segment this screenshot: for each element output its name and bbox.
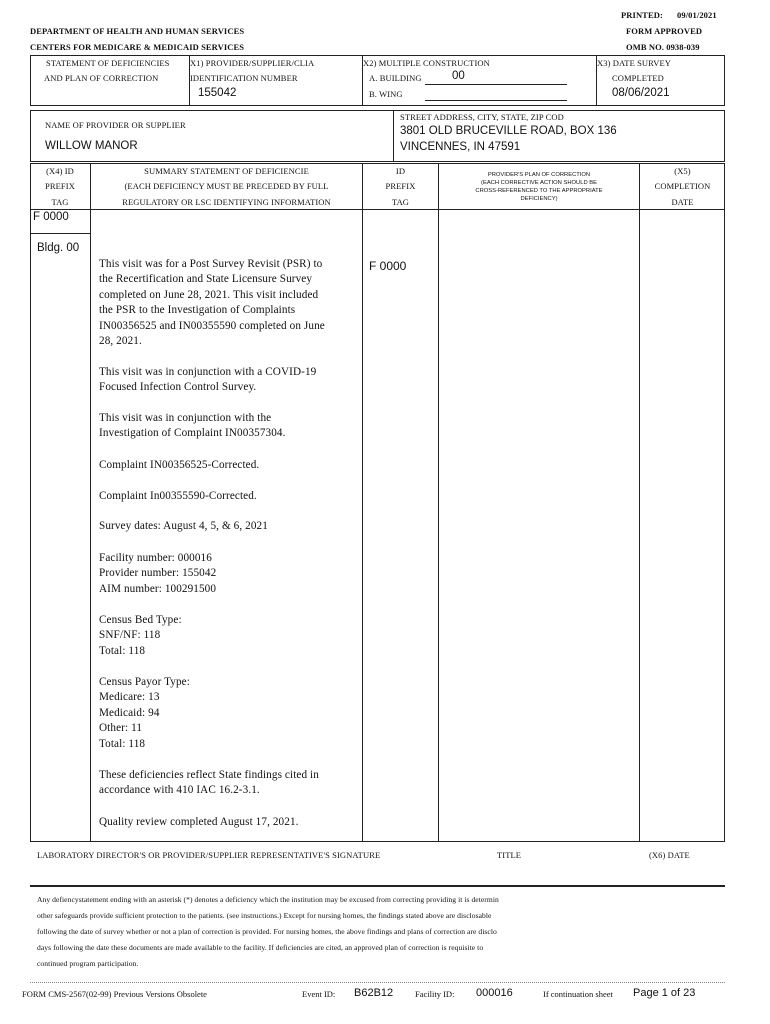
signature-bottom-line: [30, 885, 725, 887]
printed-label: PRINTED:: [621, 10, 663, 20]
continuation-label: If continuation sheet: [543, 989, 613, 999]
department-heading: DEPARTMENT OF HEALTH AND HUMAN SERVICES: [30, 26, 245, 36]
paragraph-complaint-1: Complaint IN00356525-Corrected.: [99, 459, 260, 471]
tag-cell-line: [30, 233, 90, 234]
x4-label: (X4) ID: [46, 166, 74, 176]
multiple-construction-label: X2) MULTIPLE CONSTRUCTION: [363, 58, 490, 68]
building-underline: [425, 84, 567, 85]
provider-id-label: X1) PROVIDER/SUPPLIER/CLIA: [190, 58, 315, 68]
plan-of-correction-label: PROVIDER'S PLAN OF CORRECTION: [487, 172, 591, 178]
footer-separator: [30, 982, 725, 983]
id-prefix-label: PREFIX: [385, 181, 416, 191]
printed-date: 09/01/2021: [677, 10, 717, 20]
box2-right-line: [724, 110, 725, 161]
paragraph-complaint-investigation: This visit was in conjunction with the Investigation of Complaint IN00357304.: [99, 412, 286, 440]
box1-bottom-line: [30, 105, 725, 106]
address-line-2: VINCENNES, IN 47591: [400, 141, 521, 153]
summary-regulatory-label: REGULATORY OR LSC IDENTIFYING INFORMATION: [122, 197, 331, 207]
col-line-summary: [362, 163, 363, 841]
paragraph-facility-numbers: Facility number: 000016 Provider number: 155042 AIM number: 100291500: [99, 552, 217, 595]
id-label: ID: [395, 166, 406, 176]
paragraph-census-bed: Census Bed Type: SNF/NF: 118 Total: 118: [99, 614, 182, 657]
body-bottom-line: [30, 841, 725, 842]
summary-label: SUMMARY STATEMENT OF DEFICIENCIE: [144, 166, 309, 176]
event-id-value: B62B12: [354, 987, 394, 999]
provider-name-value: WILLOW MANOR: [45, 140, 138, 152]
id-tag-label: TAG: [391, 197, 410, 207]
summary-each-label: (EACH DEFICIENCY MUST BE PRECEDED BY FULL: [124, 181, 329, 191]
columns-bottom-line: [30, 209, 725, 210]
paragraph-covid-survey: This visit was in conjunction with a COVID-19 Focused Infection Control Survey.: [99, 366, 317, 394]
x5-label: (X5): [674, 166, 691, 176]
box2-top-line: [30, 110, 725, 111]
date-survey-label: X3) DATE SURVEY: [597, 58, 672, 68]
columns-top-line: [30, 163, 725, 164]
plan-cross-ref-label: CROSS-REFERENCED TO THE APPROPRIATE: [475, 188, 603, 194]
facility-id-value: 000016: [476, 987, 513, 999]
col-line-plan: [639, 163, 640, 841]
box1-right-line: [724, 55, 725, 105]
deficiency-tag: F 0000: [33, 211, 69, 223]
col-line-prefix: [90, 163, 91, 841]
box2-bottom-line: [30, 161, 725, 162]
page-number: Page 1 of 23: [633, 987, 696, 999]
building-label: A. BUILDING: [369, 73, 422, 83]
completed-label: COMPLETED: [612, 73, 664, 83]
signature-date-label: (X6) DATE: [649, 850, 690, 860]
x5-date-label: DATE: [671, 197, 694, 207]
building-value: 00: [452, 70, 465, 82]
identification-label: IDENTIFICATION NUMBER: [190, 73, 298, 83]
form-number: FORM CMS-2567(02-99) Previous Versions Obsolete: [22, 989, 207, 999]
completion-label: COMPLETION: [654, 181, 711, 191]
disclaimer-text: Any defiencystatement ending with an asterisk (*) denotes a deficiency which the institution may be excused from correcting providing it is determin other safeguards provide sufficient protection to the patients. (see instructions.) Except for nursing homes, the findings stated above are disclosable following the date of survey whether or not a plan of correction is provided. For nursing homes, the above findings and plans of correction are disclo days following the date these documents are made available to the facility. If deficiencies are cited, an approved plan of correction is requisite to continued program participation.: [37, 895, 499, 968]
date-survey-value: 08/06/2021: [612, 87, 670, 99]
box2-divider: [393, 110, 394, 161]
form-approved: FORM APPROVED: [626, 26, 703, 36]
building-tag: Bldg. 00: [37, 242, 80, 254]
paragraph-quality-review: Quality review completed August 17, 2021.: [99, 816, 299, 828]
title-label: TITLE: [497, 850, 522, 860]
centers-heading: CENTERS FOR MEDICARE & MEDICAID SERVICES: [30, 42, 245, 52]
x4-prefix-label: PREFIX: [45, 181, 75, 191]
facility-id-label: Facility ID:: [415, 989, 455, 999]
box2-left-line: [30, 110, 31, 161]
paragraph-visit-purpose: This visit was for a Post Survey Revisit (PSR) to the Recertification and State Licensure Survey completed on June 28, 2021. This visit included the PSR to the Investigation of Complaints IN00356525 and IN00355590 completed on June 28, 2021.: [99, 258, 325, 348]
paragraph-census-payor: Census Payor Type: Medicare: 13 Medicaid: 94 Other: 11 Total: 118: [99, 676, 190, 750]
address-label: STREET ADDRESS, CITY, STATE, ZIP COD: [400, 112, 564, 122]
paragraph-complaint-2: Complaint In00355590-Corrected.: [99, 490, 257, 502]
correction-tag: F 0000: [369, 259, 407, 273]
signature-label: LABORATORY DIRECTOR'S OR PROVIDER/SUPPLIER REPRESENTATIVE'S SIGNATURE: [37, 850, 381, 860]
col-line-id: [438, 163, 439, 841]
col-line-right: [724, 163, 725, 841]
x4-tag-label: TAG: [51, 197, 69, 207]
provider-name-label: NAME OF PROVIDER OR SUPPLIER: [45, 120, 186, 130]
provider-id-value: 155042: [198, 87, 237, 99]
paragraph-state-findings: These deficiencies reflect State findings cited in accordance with 410 IAC 16.2-3.1.: [99, 769, 319, 797]
plan-each-action-label: (EACH CORRECTIVE ACTION SHOULD BE: [481, 180, 597, 186]
col-line-left: [30, 163, 31, 841]
paragraph-survey-dates: Survey dates: August 4, 5, & 6, 2021: [99, 520, 268, 532]
event-id-label: Event ID:: [302, 989, 336, 999]
wing-underline: [425, 100, 567, 101]
plan-deficiency-label: DEFICIENCY): [520, 196, 558, 202]
address-line-1: 3801 OLD BRUCEVILLE ROAD, BOX 136: [400, 125, 617, 137]
omb-number: OMB NO. 0938-039: [626, 42, 700, 52]
wing-label: B. WING: [369, 89, 403, 99]
box1-top-line: [30, 55, 725, 56]
plan-label: AND PLAN OF CORRECTION: [44, 73, 159, 83]
box1-left-line: [30, 55, 31, 105]
statement-label: STATEMENT OF DEFICIENCIES: [46, 58, 170, 68]
